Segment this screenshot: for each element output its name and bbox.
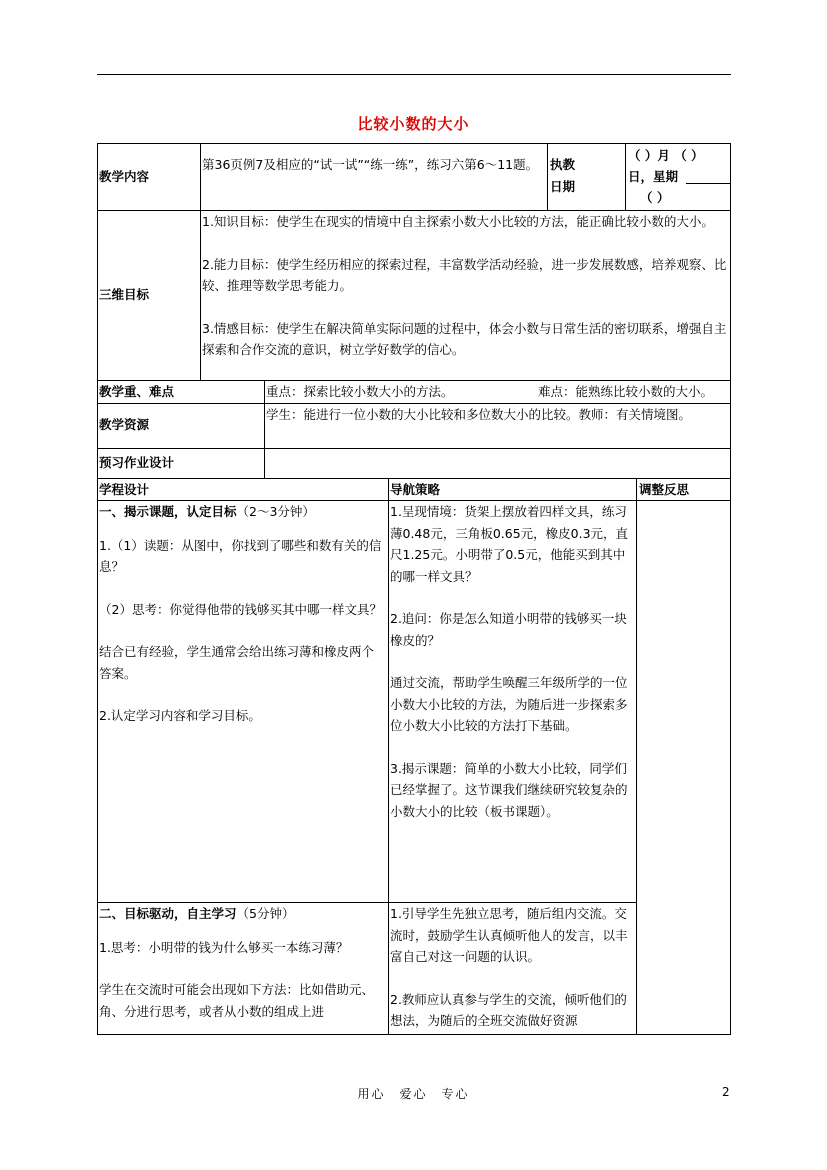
col-header-strategy: 导航策略 <box>390 482 441 497</box>
section2-left <box>99 903 386 1034</box>
section1-right-p1: 1.呈现情境：货架上摆放着四样文具，练习薄0.48元，三角板0.65元，橡皮0.3元，直尺1.25元。小明带了0.5元，他能买到其中的哪一样文具？ <box>390 504 629 584</box>
focus-label: 教学重、难点 <box>99 384 175 399</box>
section1-time: （2～3分钟） <box>236 504 315 519</box>
goals-label: 三维目标 <box>99 287 150 302</box>
focus-difficult: 难点：能熟练比较小数的大小。 <box>538 384 714 399</box>
date-line-2: 日，星期 <box>628 169 679 184</box>
goal-ability: 2.能力目标：使学生经历相应的探索过程，丰富数学活动经验，进一步发展数感，培养观察、比较、推理等数学思考能力。 <box>202 256 727 293</box>
section2-left-p1: 1.思考：小明带的钱为什么够买一本练习薄？ <box>99 939 349 955</box>
teaching-content-label: 教学内容 <box>99 169 150 184</box>
date-label-2: 日期 <box>550 179 576 194</box>
section1-left <box>99 501 386 727</box>
goal-knowledge: 1.知识目标：使学生在现实的情境中自主探索小数大小比较的方法，能正确比较小数的大小。 <box>202 214 714 229</box>
section2-right-p1: 1.引导学生先独立思考，随后组内交流。交流时，鼓励学生认真倾听他人的发言，以丰富自己对这一问题的认识。 <box>390 906 628 964</box>
section1-left-p2: （2）思考：你觉得他带的钱够买其中哪一样文具？ <box>99 601 382 617</box>
section2-heading: 二、目标驱动，自主学习 <box>99 906 237 921</box>
section2-right-p2: 2.教师应认真参与学生的交流，倾听他们的想法，为随后的全班交流做好资源 <box>390 991 627 1028</box>
col-header-reflection: 调整反思 <box>639 482 690 497</box>
section1-right <box>390 501 635 822</box>
teaching-content-value: 第36页例7及相应的“试一试”“练一练”，练习六第6～11题。 <box>202 157 539 172</box>
section1-right-p3: 通过交流，帮助学生唤醒三年级所学的一位小数大小比较的方法，为随后进一步探索多位小数大小比较的方法打下基础。 <box>390 675 628 733</box>
resources-content: 学生：能进行一位小数的大小比较和多位数大小的比较。教师：有关情境图。 <box>266 407 692 422</box>
header-rule <box>97 74 731 75</box>
preview-label: 预习作业设计 <box>99 455 175 470</box>
resources-label: 教学资源 <box>99 417 150 432</box>
section1-left-p3: 结合已有经验，学生通常会给出练习薄和橡皮两个答案。 <box>99 644 375 681</box>
page-number: 2 <box>722 1085 730 1099</box>
section2-right <box>390 903 635 1034</box>
page-footer: 用心 爱心 专心 <box>357 1087 470 1101</box>
date-line-1: （ ）月 （ ） <box>628 148 704 163</box>
focus-key: 重点：探索比较小数大小的方法。 <box>266 384 454 399</box>
section2-time: （5分钟） <box>236 906 295 921</box>
page-title: 比较小数的大小 <box>357 115 470 133</box>
section1-right-p4: 3.揭示课题：简单的小数大小比较，同学们已经掌握了。这节课我们继续研究较复杂的小数大小的比较（板书课题）。 <box>390 760 628 819</box>
date-underline <box>686 183 730 184</box>
col-header-process: 学程设计 <box>99 482 150 497</box>
section1-heading: 一、揭示课题，认定目标 <box>99 504 237 519</box>
date-line-3: （ ） <box>640 190 670 205</box>
date-label-1: 执教 <box>550 157 576 172</box>
section1-left-p1: 1.（1）读题：从图中，你找到了哪些和数有关的信息？ <box>99 537 382 574</box>
section2-left-p2: 学生在交流时可能会出现如下方法：比如借助元、角、分进行思考，或者从小数的组成上进 <box>99 982 375 1019</box>
goal-emotion: 3.情感目标：使学生在解决简单实际问题的过程中，体会小数与日常生活的密切联系，增强自主探索和合作交流的意识，树立学好数学的信心。 <box>202 320 727 357</box>
section1-left-p4: 2.认定学习内容和学习目标。 <box>99 708 261 723</box>
goals-content <box>202 211 728 361</box>
section1-right-p2: 2.追问：你是怎么知道小明带的钱够买一块橡皮的？ <box>390 611 627 648</box>
